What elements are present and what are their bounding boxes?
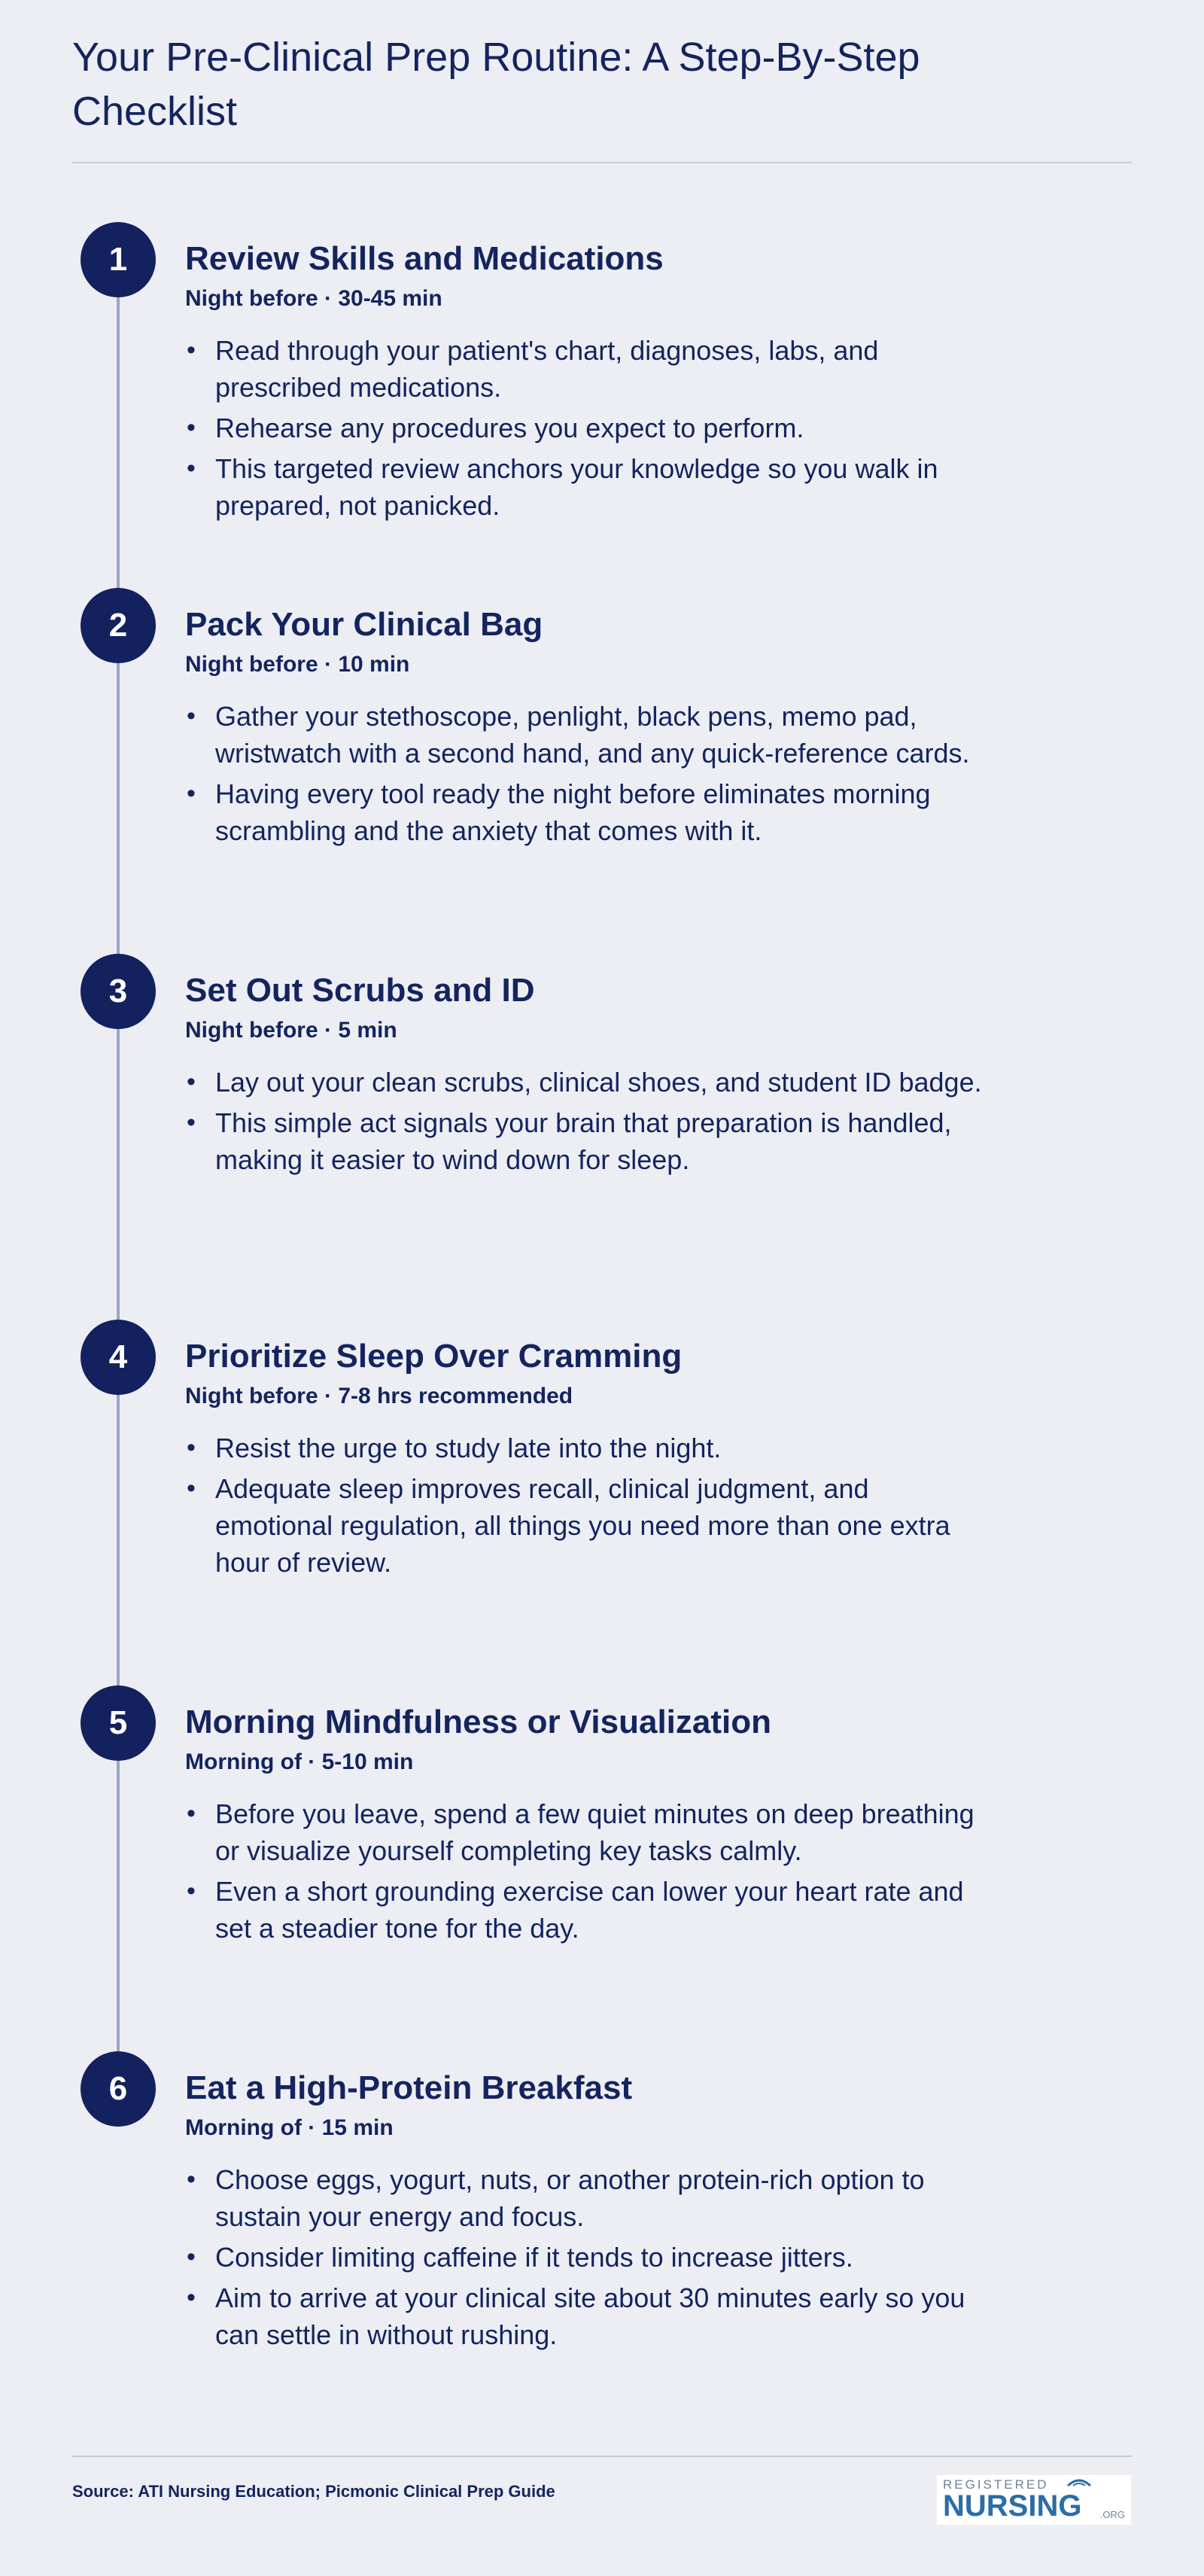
nurse-cap-icon	[1066, 2477, 1092, 2490]
step-bullet-list	[185, 1795, 983, 1947]
step-number-badge: 4	[81, 1320, 156, 1395]
step-timing: Night before · 7-8 hrs recommended	[185, 1384, 573, 1408]
header-divider	[72, 162, 1132, 163]
step-timing: Night before · 10 min	[185, 652, 410, 677]
footer-divider	[72, 2456, 1132, 2457]
step-bullet: • This targeted review anchors your knowledge so you walk in prepared, not panicked.	[185, 450, 983, 524]
timeline-line	[117, 260, 120, 2094]
source-citation: Source: ATI Nursing Education; Picmonic Clinical Prep Guide	[72, 2482, 555, 2501]
step-content	[185, 1336, 983, 1585]
step-bullet-list	[185, 1064, 983, 1178]
step-bullet: • Before you leave, spend a few quiet minutes on deep breathing or visualize yourself completing key tasks calmly.	[185, 1795, 983, 1869]
page-title: Your Pre-Clinical Prep Routine: A Step-By-Step Checklist	[72, 35, 920, 134]
logo-suffix-text: .ORG	[1099, 2509, 1125, 2520]
step-bullet: • Lay out your clean scrubs, clinical shoes, and student ID badge.	[185, 1064, 983, 1101]
step-number-badge: 3	[81, 954, 156, 1029]
step-title: Set Out Scrubs and ID	[185, 972, 535, 1009]
step-title: Pack Your Clinical Bag	[185, 606, 543, 643]
step-bullet: • Rehearse any procedures you expect to perform.	[185, 410, 983, 446]
step-number-badge: 5	[81, 1685, 156, 1761]
step-number-badge: 6	[81, 2051, 156, 2127]
step-title: Eat a High-Protein Breakfast	[185, 2069, 633, 2106]
step-timing: Morning of · 15 min	[185, 2115, 394, 2140]
step-content	[185, 2068, 983, 2357]
step-bullet: • Aim to arrive at your clinical site about 30 minutes early so you can settle in without rushing.	[185, 2279, 983, 2353]
step-bullet: • Choose eggs, yogurt, nuts, or another protein-rich option to sustain your energy and focus.	[185, 2161, 983, 2235]
step-bullet-list	[185, 1430, 983, 1581]
logo-main-text: NURSING	[943, 2489, 1082, 2523]
step-bullet: • Having every tool ready the night before eliminates morning scrambling and the anxiety that comes with it.	[185, 775, 983, 849]
step-bullet: • Consider limiting caffeine if it tends to increase jitters.	[185, 2239, 983, 2276]
step-bullet: • Gather your stethoscope, penlight, black pens, memo pad, wristwatch with a second hand, and any quick-reference cards.	[185, 698, 983, 772]
step-bullet: • Read through your patient's chart, diagnoses, labs, and prescribed medications.	[185, 332, 983, 406]
logo-top-text: REGISTERED	[943, 2477, 1049, 2492]
registered-nursing-logo[interactable]	[937, 2475, 1131, 2525]
step-timing: Morning of · 5-10 min	[185, 1749, 414, 1774]
step-title: Prioritize Sleep Over Cramming	[185, 1338, 683, 1375]
step-bullet-list	[185, 698, 983, 849]
step-content	[185, 239, 983, 528]
step-title: Review Skills and Medications	[185, 240, 664, 277]
step-content	[185, 970, 983, 1182]
step-number-badge: 2	[81, 588, 156, 663]
step-bullet-list	[185, 2161, 983, 2353]
step-bullet-list	[185, 332, 983, 524]
step-timing: Night before · 5 min	[185, 1018, 397, 1043]
step-content	[185, 604, 983, 853]
step-bullet: • Adequate sleep improves recall, clinical judgment, and emotional regulation, all things you need more than one extra hour of review.	[185, 1470, 983, 1581]
step-timing: Night before · 30-45 min	[185, 286, 442, 311]
step-bullet: • Even a short grounding exercise can lower your heart rate and set a steadier tone for the day.	[185, 1873, 983, 1947]
step-content	[185, 1702, 983, 1950]
step-number-badge: 1	[81, 222, 156, 297]
step-bullet: • This simple act signals your brain that preparation is handled, making it easier to wind down for sleep.	[185, 1104, 983, 1178]
step-bullet: • Resist the urge to study late into the night.	[185, 1430, 983, 1466]
step-title: Morning Mindfulness or Visualization	[185, 1704, 772, 1740]
